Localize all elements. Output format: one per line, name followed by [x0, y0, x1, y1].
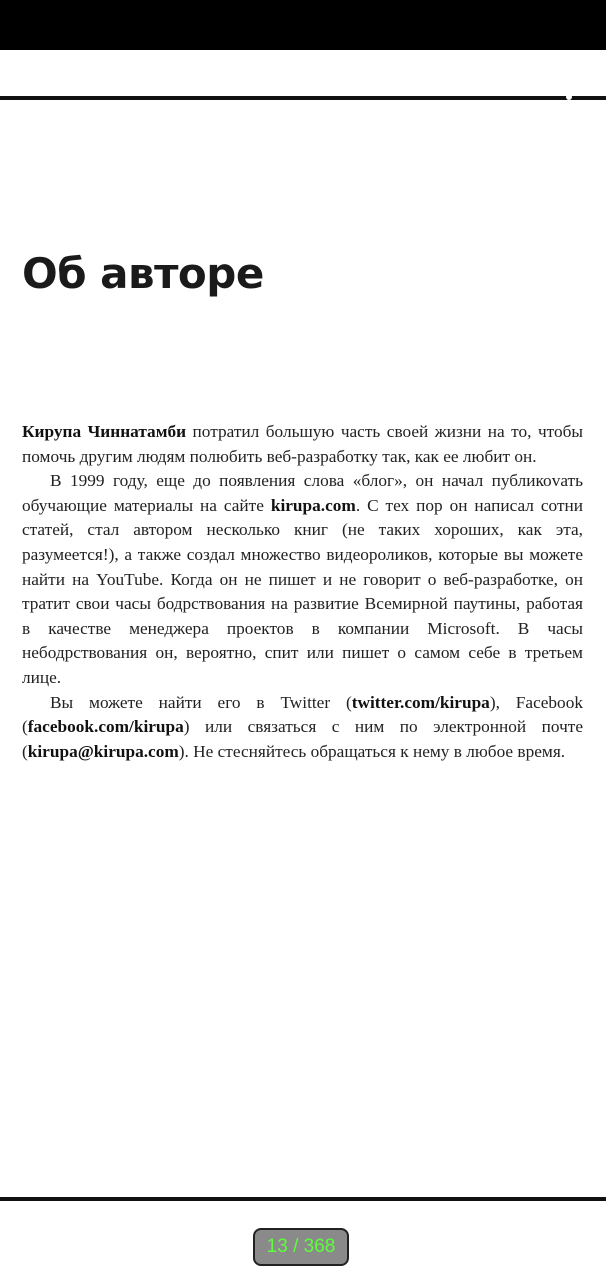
top-divider: [0, 96, 606, 100]
paragraph-intro: [22, 420, 583, 469]
page-number-indicator[interactable]: 13 / 368: [253, 1228, 349, 1266]
about-author-text: [22, 420, 583, 764]
paragraph-biography: [22, 469, 583, 690]
site-link[interactable]: kirupa.com: [270, 495, 356, 515]
bottom-divider: [0, 1197, 606, 1201]
intro-text: потратил большую часть своей жизни на то, чтобы помочь другим людям полюбить веб-разработку так, как ее любит он.: [22, 422, 583, 466]
contacts-text-3: ) или связаться с ним по электронной почте (: [22, 717, 583, 761]
bio-text-1: В 1999 году, еще до появления слова «блог», он начал публикоvать обучающие материалы на сайте: [22, 471, 583, 515]
twitter-link[interactable]: twitter.com/kirupa: [351, 692, 490, 712]
bio-text-2: . С тех пор он написал сотни статей, стал автором несколько книг (не таких хороших, как эта, разумеется!), а также создал множество видеороликов, которые вы можете найти на YouTube. Когда он не пишет и не говорит о веб-разработке, он тратит свои часы бодрствования на развитие Всемирной паутины, работая в качестве менеджера проектов в компании Microsoft. В часы небодрствования он, вероятно, спит или пишет о самом себе в третьем лице.: [22, 495, 584, 687]
divider-dot: [566, 94, 572, 100]
author-name: Кирупа Чиннатамби: [22, 422, 187, 441]
status-bar: [0, 0, 606, 50]
facebook-link[interactable]: facebook.com/kirupa: [27, 717, 184, 737]
contacts-text-1: Вы можете найти его в Twitter (: [50, 692, 352, 712]
paragraph-contacts: [22, 691, 583, 765]
contacts-text-4: ). Не стесняйтесь обращаться к нему в любое время.: [178, 741, 566, 761]
contacts-text-2: ), Facebook (: [22, 692, 583, 737]
page-title: Об авторе: [22, 249, 264, 298]
email-link[interactable]: kirupa@kirupa.com: [27, 741, 179, 761]
